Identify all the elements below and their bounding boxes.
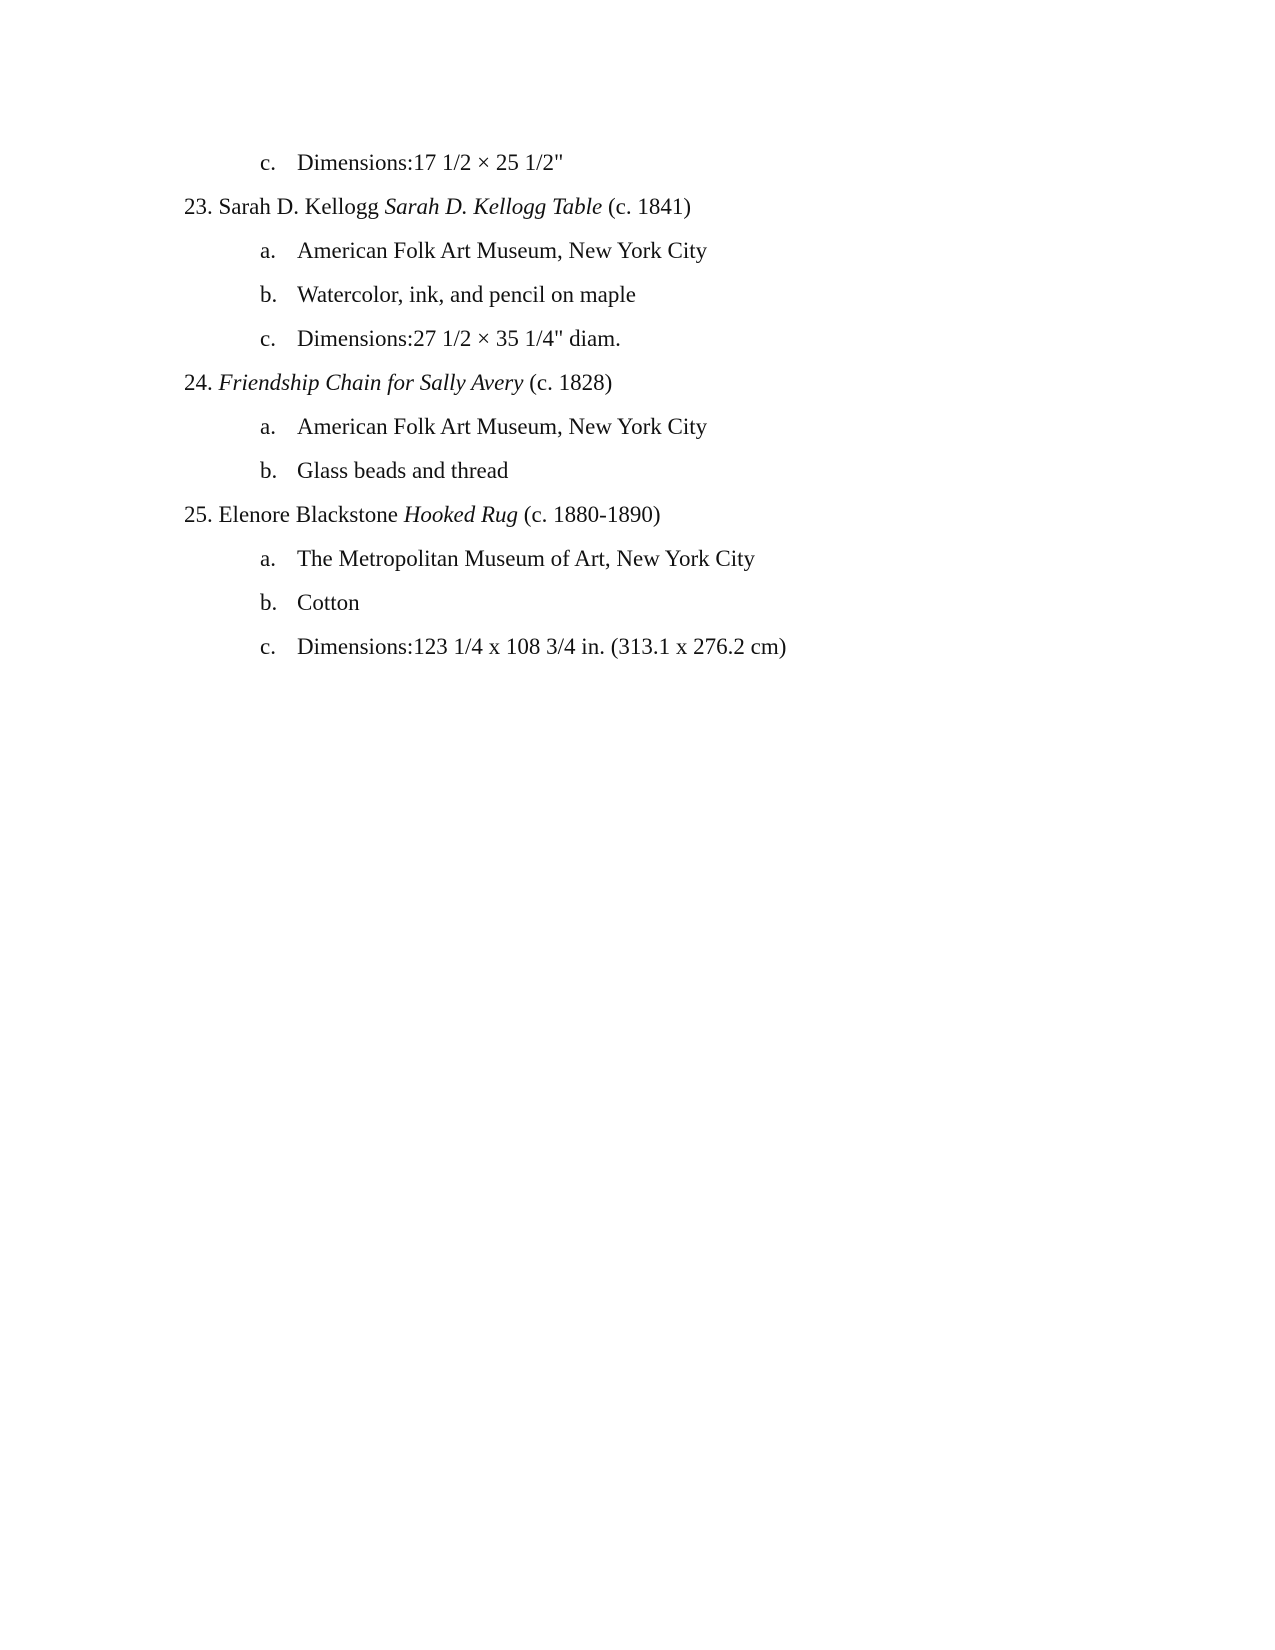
list-item-text: American Folk Art Museum, New York City (297, 414, 708, 439)
list-marker: b. (260, 458, 278, 483)
entry-title: Friendship Chain for Sally Avery (218, 370, 524, 395)
entry-number: 25. (184, 502, 213, 527)
list-marker: a. (260, 546, 276, 571)
list-marker: a. (260, 414, 276, 439)
list-marker: c. (260, 326, 276, 351)
list-marker: a. (260, 238, 276, 263)
entry-number: 23. (184, 194, 213, 219)
list-marker: c. (260, 634, 276, 659)
list-item-text: Glass beads and thread (297, 458, 509, 483)
entry-24-heading (184, 368, 612, 398)
entry-number: 24. (184, 370, 213, 395)
list-item-text: Dimensions:17 1/2 × 25 1/2" (297, 150, 564, 175)
entry-date: (c. 1880-1890) (523, 502, 661, 527)
list-item-text: The Metropolitan Museum of Art, New York City (297, 546, 756, 571)
entry-title: Sarah D. Kellogg Table (384, 194, 603, 219)
entry-date: (c. 1828) (529, 370, 613, 395)
list-item-text: Dimensions:27 1/2 × 35 1/4" diam. (297, 326, 621, 351)
list-item-text: Dimensions:123 1/4 x 108 3/4 in. (313.1 x 276.2 cm) (297, 634, 787, 659)
entry-date: (c. 1841) (608, 194, 692, 219)
entry-artist: Elenore Blackstone (218, 502, 398, 527)
list-item-text: American Folk Art Museum, New York City (297, 238, 708, 263)
entry-23-heading (184, 192, 691, 222)
entry-artist: Sarah D. Kellogg (218, 194, 379, 219)
entry-title: Hooked Rug (403, 502, 519, 527)
list-item-text: Watercolor, ink, and pencil on maple (297, 282, 636, 307)
list-marker: c. (260, 150, 276, 175)
list-marker: b. (260, 282, 278, 307)
list-item-text: Cotton (297, 590, 360, 615)
entry-25-heading (184, 500, 660, 530)
list-marker: b. (260, 590, 278, 615)
